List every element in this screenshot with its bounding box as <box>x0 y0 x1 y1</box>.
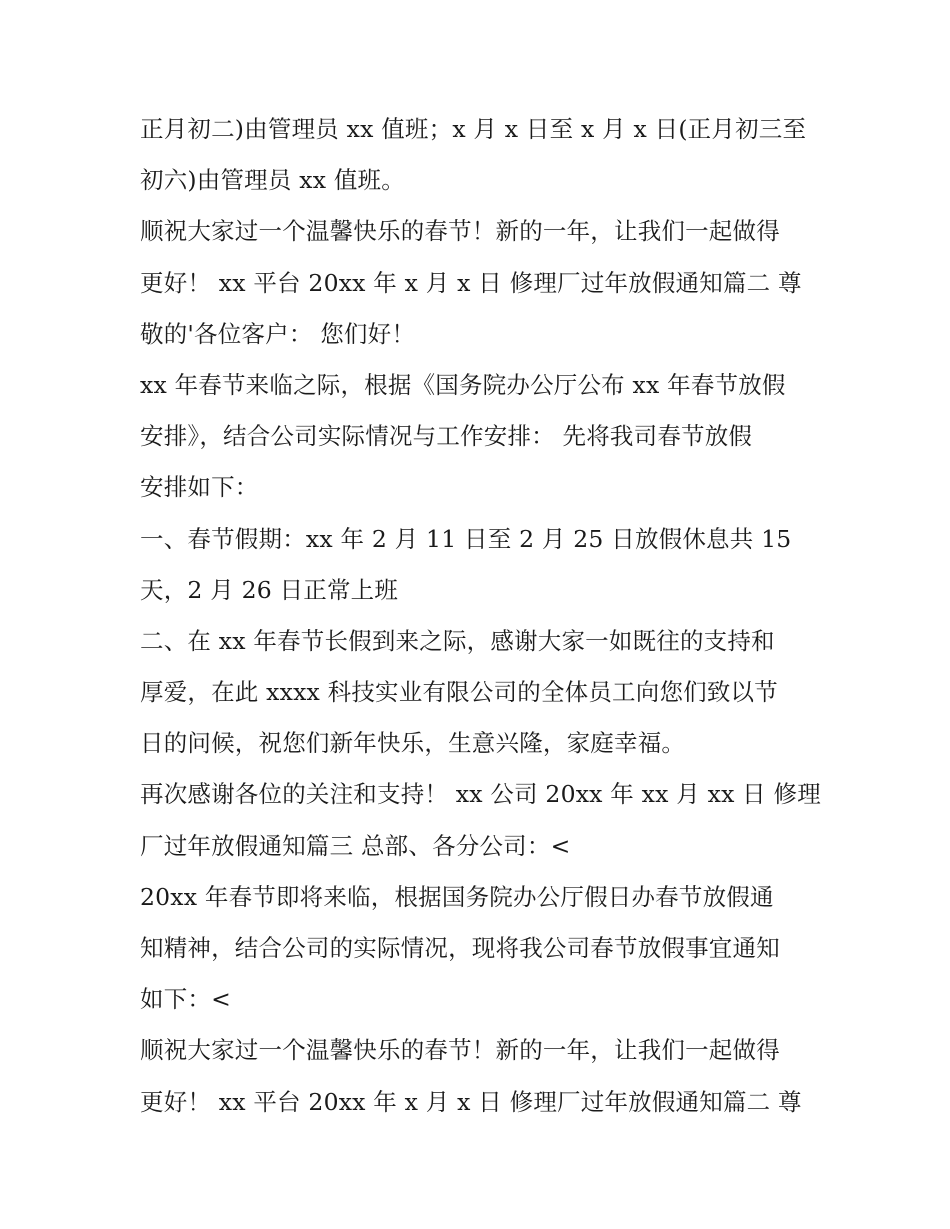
text-line-8: 安排如下： <box>140 473 259 502</box>
text-line-10: 天，2 月 26 日正常上班 <box>140 575 399 604</box>
text-line-5: 敬的'各位客户： 您们好！ <box>140 319 416 348</box>
text-line-1: 正月初二)由管理员 xx 值班；x 月 x 日至 x 月 x 日(正月初三至 <box>140 115 807 143</box>
text-line-4: 更好！ xx 平台 20xx 年 x 月 x 日 修理厂过年放假通知篇二 尊 <box>140 268 802 297</box>
text-line-3: 顺祝大家过一个温馨快乐的春节！新的一年，让我们一起做得 <box>140 217 780 246</box>
text-line-9: 一、春节假期：xx 年 2 月 11 日至 2 月 25 日放假休息共 15 <box>140 524 792 553</box>
text-line-20: 更好！ xx 平台 20xx 年 x 月 x 日 修理厂过年放假通知篇二 尊 <box>140 1087 802 1116</box>
text-line-11: 二、在 xx 年春节长假到来之际，感谢大家一如既往的支持和 <box>140 626 775 655</box>
text-line-16: 20xx 年春节即将来临，根据国务院办公厅假日办春节放假通 <box>140 882 774 911</box>
text-line-7: 安排》，结合公司实际情况与工作安排： 先将我司春节放假 <box>140 422 753 451</box>
text-line-6: xx 年春节来临之际，根据《国务院办公厅公布 xx 年春节放假 <box>140 370 786 399</box>
text-line-12: 厚爱，在此 xxxx 科技实业有限公司的全体员工向您们致以节 <box>140 678 778 707</box>
text-line-17: 知精神，结合公司的实际情况，现将我公司春节放假事宜通知 <box>140 934 780 962</box>
text-line-19: 顺祝大家过一个温馨快乐的春节！新的一年，让我们一起做得 <box>140 1036 780 1065</box>
text-line-14: 再次感谢各位的关注和支持！ xx 公司 20xx 年 xx 月 xx 日 修理 <box>140 780 821 809</box>
text-line-13: 日的问候，祝您们新年快乐，生意兴隆，家庭幸福。 <box>140 729 686 758</box>
document-body <box>140 104 840 1128</box>
text-line-15: 厂过年放假通知篇三 总部、各分公司：< <box>140 831 571 860</box>
text-line-2: 初六)由管理员 xx 值班。 <box>140 166 405 195</box>
text-line-18: 如下：< <box>140 985 231 1014</box>
